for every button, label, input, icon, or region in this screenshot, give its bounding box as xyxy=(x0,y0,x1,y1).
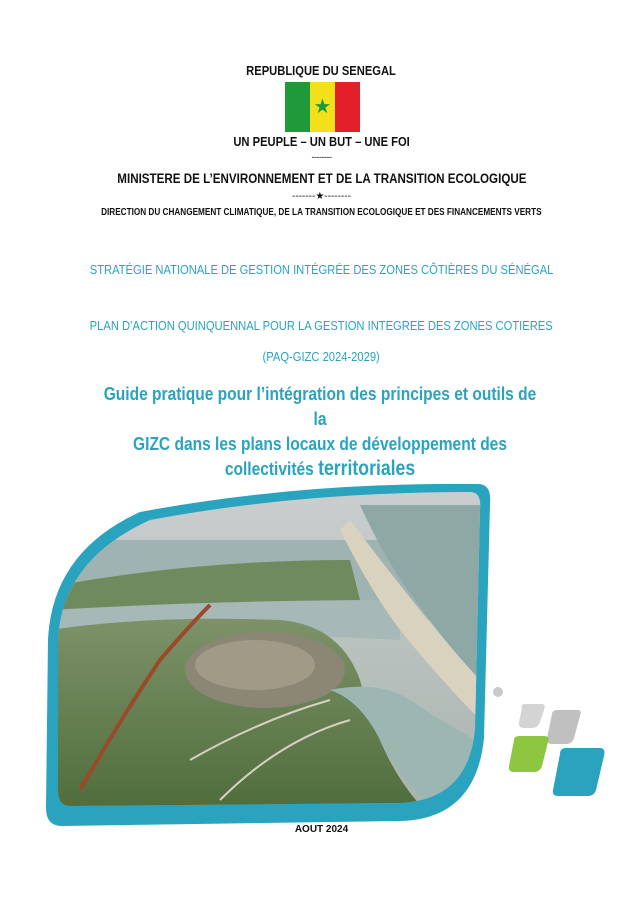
guide-title-line-3a: collectivités xyxy=(224,458,314,479)
publication-date: AOUT 2024 xyxy=(294,824,349,835)
star-icon: ★ xyxy=(313,96,332,118)
separator-line: -------- xyxy=(311,152,332,162)
guide-title-line-2: GIZC dans les plans locaux de développement des xyxy=(133,433,507,454)
republic-name: REPUBLIQUE DU SENEGAL xyxy=(246,63,397,78)
decorative-shapes xyxy=(493,687,605,796)
plan-title: PLAN D’ACTION QUINQUENNAL POUR LA GESTION INTEGREE DES ZONES COTIERES xyxy=(89,318,554,333)
ministry-name: MINISTERE DE L’ENVIRONNEMENT ET DE LA TRANSITION ECOLOGIQUE xyxy=(116,171,527,186)
national-motto: UN PEUPLE – UN BUT – UNE FOI xyxy=(233,134,410,149)
strategy-title: STRATÉGIE NATIONALE DE GESTION INTÉGRÉE DES ZONES CÔTIÈRES DU SÉNÉGAL xyxy=(89,262,554,277)
separator-star-line: -------★-------- xyxy=(292,191,351,202)
paq-title: (PAQ-GIZC 2024-2029) xyxy=(262,349,381,364)
guide-title-line-1: Guide pratique pour l’intégration des principes et outils de la xyxy=(103,383,537,429)
guide-title-line-3b: territoriales xyxy=(318,457,416,480)
direction-name: DIRECTION DU CHANGEMENT CLIMATIQUE, DE LA TRANSITION ECOLOGIQUE ET DES FINANCEMENTS VERTS xyxy=(101,206,542,218)
